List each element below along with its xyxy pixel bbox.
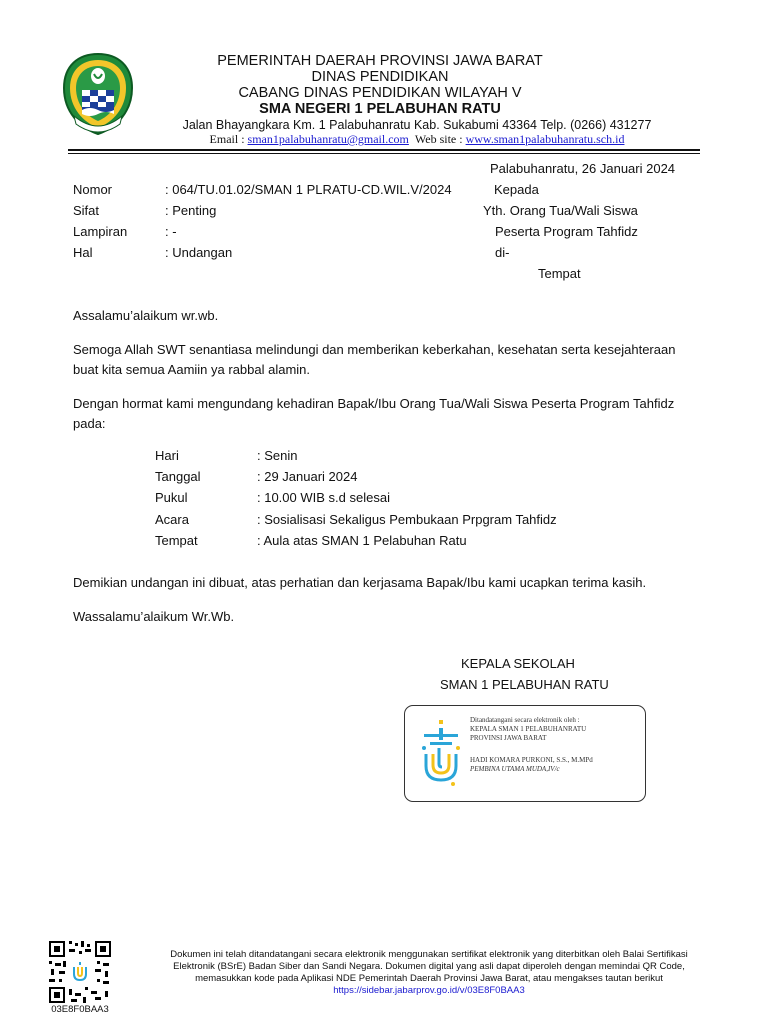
detail-value-pukul: : 10.00 WIB s.d selesai bbox=[257, 490, 390, 505]
email-link[interactable]: sman1palabuhanratu@gmail.com bbox=[247, 132, 409, 146]
signer-position-2: PROVINSI JAWA BARAT bbox=[470, 734, 547, 742]
detail-value-tanggal: : 29 Januari 2024 bbox=[257, 469, 358, 484]
meta-label-hal: Hal bbox=[73, 245, 93, 260]
footer-line-1: Dokumen ini telah ditandatangani secara elektronik menggunakan sertifikat elektronik yang diterbitkan oleh Balai Sertifikasi bbox=[170, 949, 688, 960]
meta-label-nomor: Nomor bbox=[73, 182, 113, 197]
gov-name: PEMERINTAH DAERAH PROVINSI JAWA BARAT bbox=[217, 53, 543, 69]
paragraph-1-line-1: Semoga Allah SWT senantiasa melindungi dan memberikan keberkahan, kesehatan serta kesejahteraan bbox=[73, 342, 676, 357]
paragraph-2-line-2: pada: bbox=[73, 416, 106, 431]
meta-value-hal: : Undangan bbox=[165, 245, 233, 260]
signatory-school: SMAN 1 PELABUHAN RATU bbox=[440, 677, 609, 692]
website-link[interactable]: www.sman1palabuhanratu.sch.id bbox=[465, 132, 625, 146]
verification-link[interactable]: https://sidebar.jabarprov.go.id/v/03E8F0BAA3 bbox=[333, 985, 525, 996]
detail-value-tempat: : Aula atas SMAN 1 Pelabuhan Ratu bbox=[257, 533, 467, 548]
recipient-tempat: Tempat bbox=[538, 266, 581, 281]
letter-date: Palabuhanratu, 26 Januari 2024 bbox=[490, 161, 676, 176]
school-address: Jalan Bhayangkara Km. 1 Palabuhanratu Kab. Sukabumi 43364 Telp. (0266) 431277 bbox=[182, 118, 652, 132]
meta-label-lampiran: Lampiran bbox=[73, 224, 128, 239]
footer-line-2: Elektronik (BSrE) Badan Siber dan Sandi Negara. Dokumen digital yang asli dapat diperoleh dengan memindai QR Code, bbox=[173, 961, 685, 972]
detail-label-hari: Hari bbox=[155, 448, 179, 463]
signer-rank: PEMBINA UTAMA MUDA,IV/c bbox=[470, 765, 560, 773]
province-logo bbox=[60, 52, 136, 136]
verification-qr-code[interactable] bbox=[49, 941, 111, 1003]
signatory-title: KEPALA SEKOLAH bbox=[461, 656, 575, 671]
recipient-group: Peserta Program Tahfidz bbox=[495, 224, 638, 239]
detail-label-pukul: Pukul bbox=[155, 490, 188, 505]
paragraph-1-line-2: buat kita semua Aamiin ya rabbal alamin. bbox=[73, 362, 311, 377]
recipient-name: Yth. Orang Tua/Wali Siswa bbox=[483, 203, 638, 218]
letterhead-rule-thin bbox=[68, 153, 700, 154]
bsre-logo-icon bbox=[418, 718, 464, 788]
paragraph-2-line-1: Dengan hormat kami mengundang kehadiran Bapak/Ibu Orang Tua/Wali Siswa Peserta Program Tahfidz bbox=[73, 396, 675, 411]
greeting: Assalamu’alaikum wr.wb. bbox=[73, 308, 219, 323]
detail-value-hari: : Senin bbox=[257, 448, 298, 463]
detail-label-acara: Acara bbox=[155, 512, 189, 527]
meta-value-sifat: : Penting bbox=[165, 203, 217, 218]
meta-value-lampiran: : - bbox=[165, 224, 177, 239]
branch-name: CABANG DINAS PENDIDIKAN WILAYAH V bbox=[238, 85, 522, 101]
signer-position-1: KEPALA SMAN 1 PELABUHANRATU bbox=[470, 725, 587, 733]
closing-paragraph: Demikian undangan ini dibuat, atas perhatian dan kerjasama Bapak/Ibu kami ucapkan terima kasih. bbox=[73, 575, 647, 590]
qr-code-label: 03E8F0BAA3 bbox=[51, 1004, 109, 1015]
agency-name: DINAS PENDIDIKAN bbox=[311, 69, 449, 85]
footer-line-3: memasukkan kode pada Aplikasi NDE Pemerintah Daerah Provinsi Jawa Barat, atau mengakses tautan berikut bbox=[195, 973, 663, 984]
letterhead-rule-thick bbox=[68, 149, 700, 151]
website-label: Web site : bbox=[414, 132, 466, 146]
school-name: SMA NEGERI 1 PELABUHAN RATU bbox=[259, 101, 501, 117]
recipient-di: di- bbox=[495, 245, 510, 260]
meta-value-nomor: : 064/TU.01.02/SMAN 1 PLRATU-CD.WIL.V/2024 bbox=[165, 182, 452, 197]
signer-name: HADI KOMARA PURKONI, S.S., M.MPd bbox=[470, 756, 593, 764]
farewell: Wassalamu’alaikum Wr.Wb. bbox=[73, 609, 235, 624]
contact-line bbox=[137, 132, 697, 147]
signed-by-label: Ditandatangani secara elektronik oleh : bbox=[470, 716, 580, 724]
detail-label-tempat: Tempat bbox=[155, 533, 198, 548]
meta-label-sifat: Sifat bbox=[73, 203, 100, 218]
email-label: Email : bbox=[209, 132, 248, 146]
recipient-kepada: Kepada bbox=[494, 182, 539, 197]
detail-value-acara: : Sosialisasi Sekaligus Pembukaan Prpgram Tahfidz bbox=[257, 512, 557, 527]
detail-label-tanggal: Tanggal bbox=[155, 469, 201, 484]
